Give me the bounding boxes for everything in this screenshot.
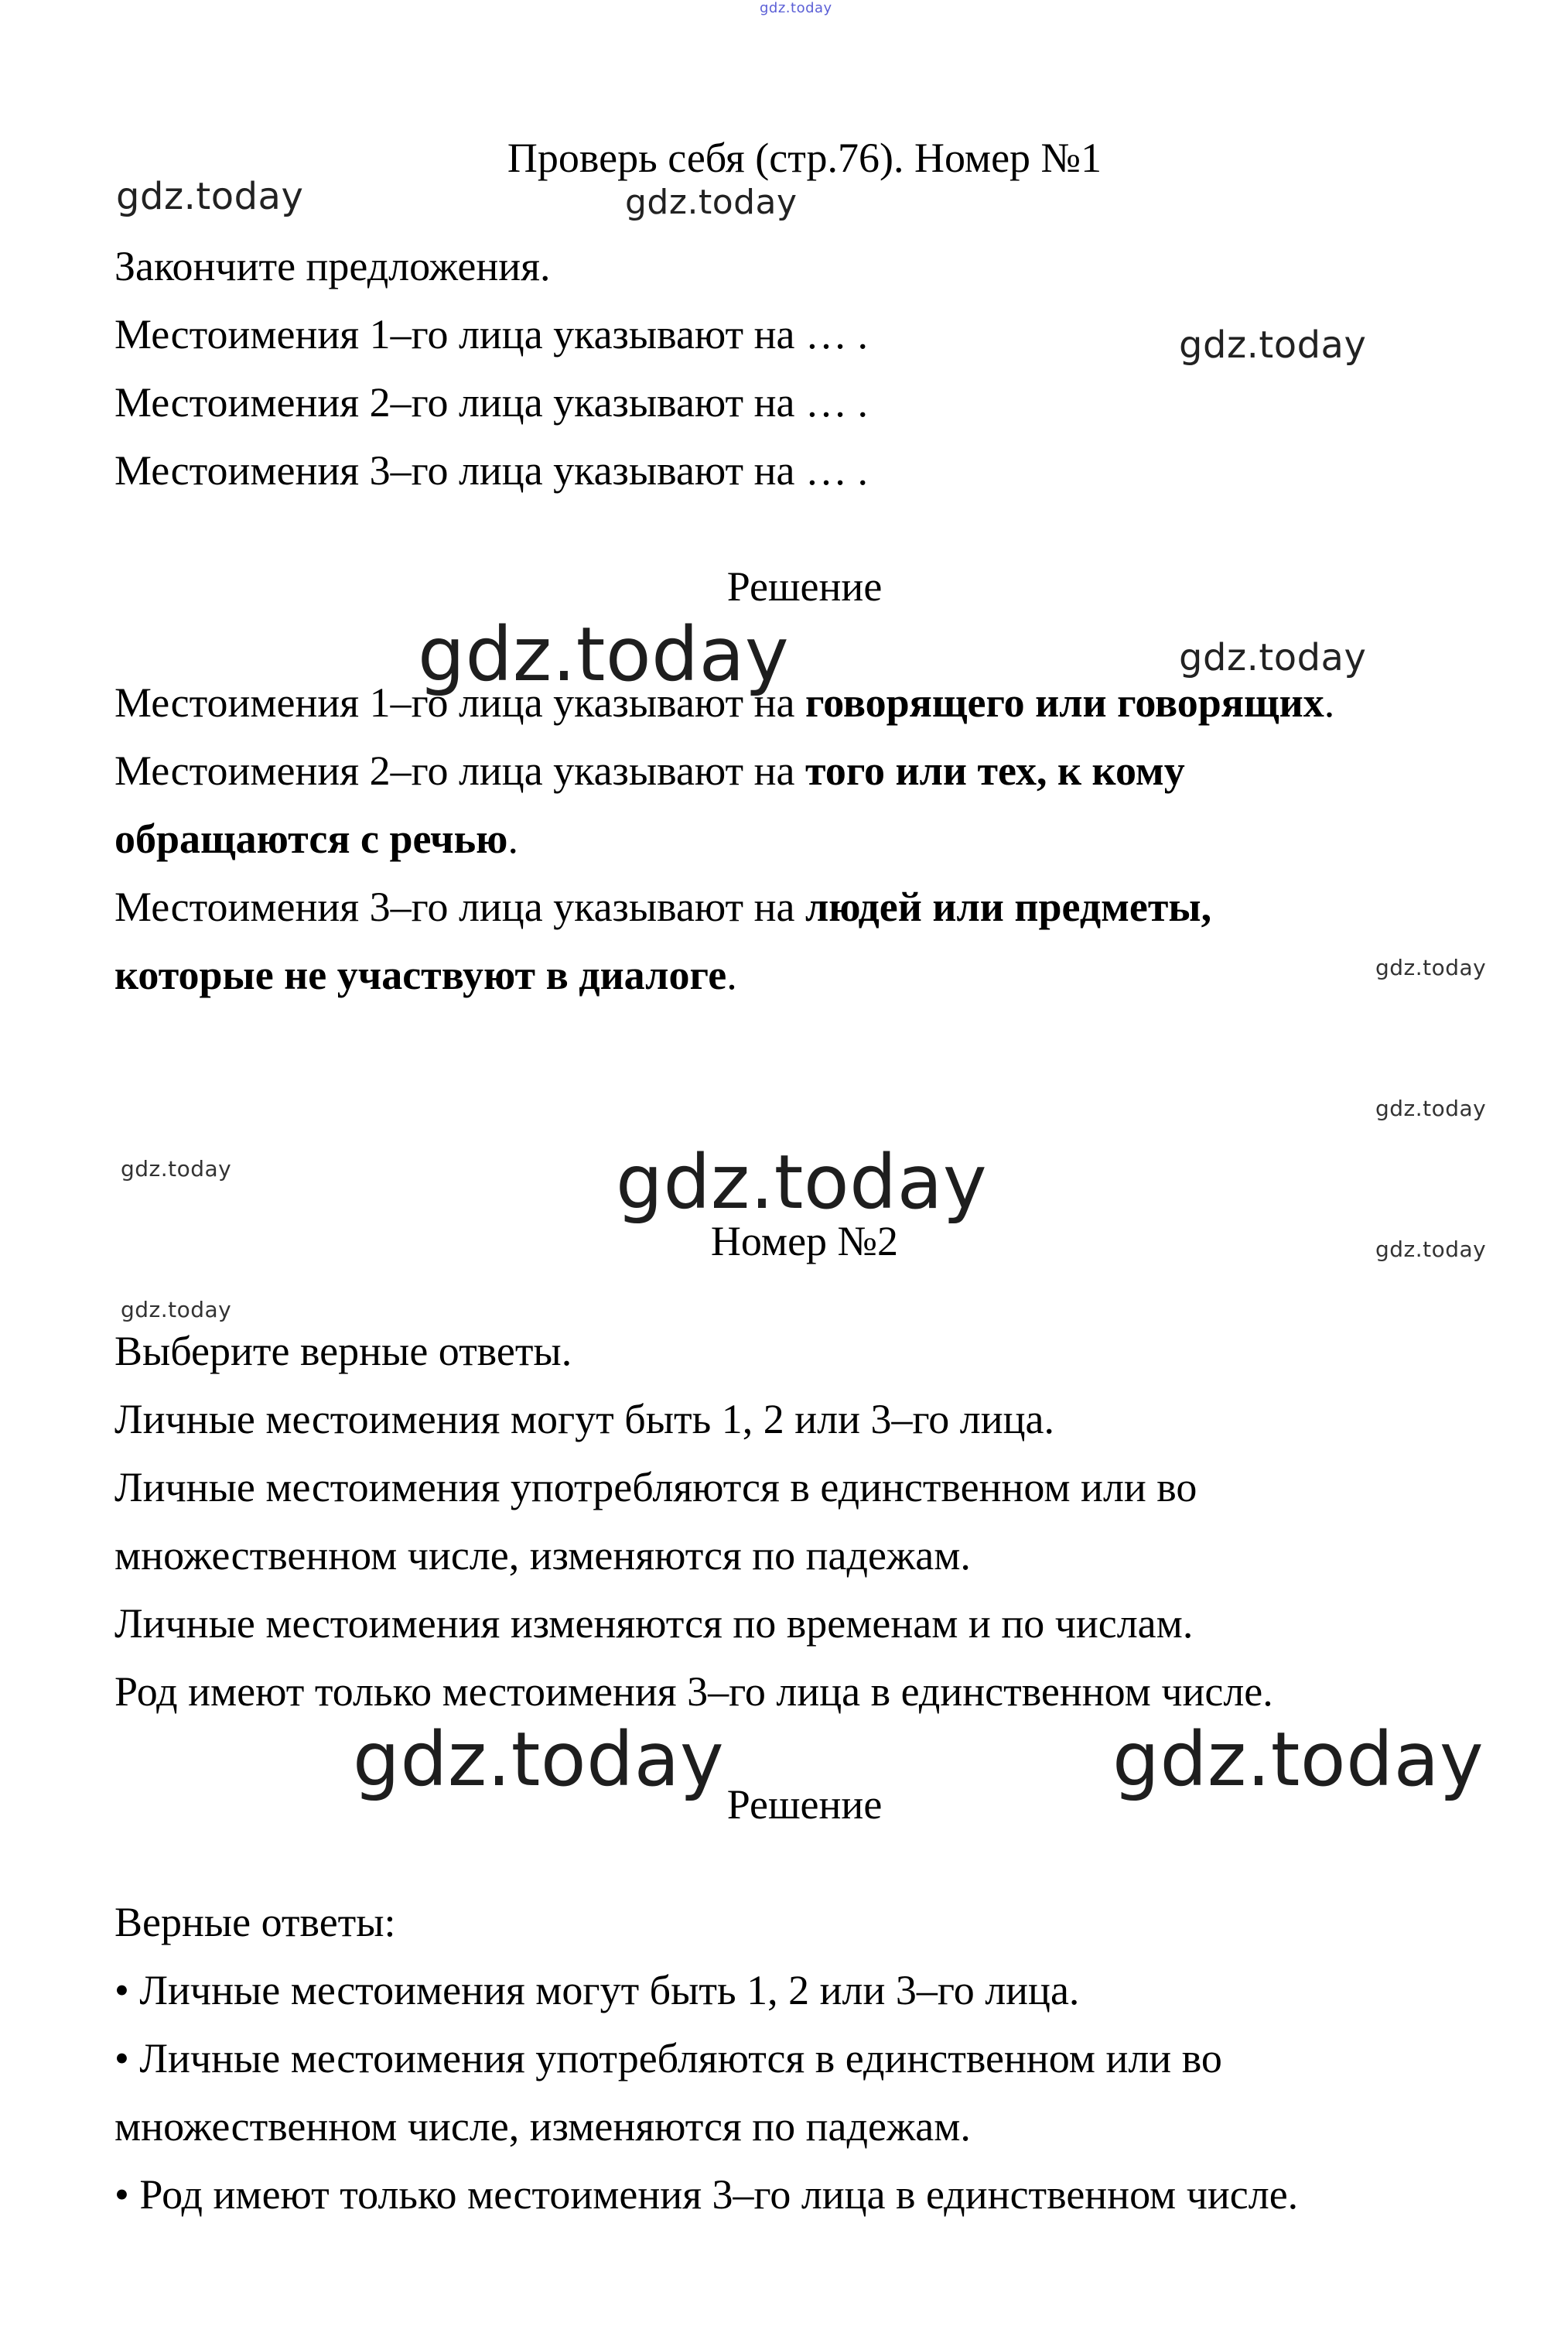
section2-option-2-cont: множественном числе, изменяются по падежам. [114, 1532, 971, 1579]
answer-3-bold-line1: людей или предметы, [805, 884, 1212, 930]
section1-solution-heading: Решение [726, 563, 883, 610]
section2-solution-heading: Решение [726, 1781, 883, 1828]
section1-answer-2-line2: обращаются с речью. [114, 816, 518, 862]
watermark: gdz.today [1375, 1237, 1487, 1262]
watermark: gdz.today [1375, 955, 1487, 980]
answer-2-bold-line2: обращаются с речью [114, 816, 508, 862]
section1-prompt-3: Местоимения 3–го лица указывают на … . [114, 447, 869, 494]
watermark: gdz.today [616, 1139, 988, 1226]
watermark-top: gdz.today [760, 0, 832, 16]
section2-answer-2-cont: множественном числе, изменяются по падежам. [114, 2103, 971, 2150]
section2-answer-2: • Личные местоимения употребляются в единственном или во [114, 2035, 1222, 2081]
answer-2-bold-line1: того или тех, к кому [805, 747, 1185, 794]
watermark: gdz.today [121, 1297, 232, 1322]
section2-option-2: Личные местоимения употребляются в единственном или во [114, 1464, 1197, 1510]
section1-answer-3-line1: Местоимения 3–го лица указывают на людей или предметы, [114, 884, 1212, 930]
section2-answer-3: • Род имеют только местоимения 3–го лица в единственном числе. [114, 2171, 1299, 2218]
watermark: gdz.today [1112, 1716, 1484, 1803]
watermark: gdz.today [353, 1716, 725, 1803]
section1-title: Проверь себя (стр.76). Номер №1 [507, 135, 1102, 181]
answer-3-bold-line2: которые не участвуют в диалоге [114, 952, 727, 998]
section2-task: Выберите верные ответы. [114, 1328, 572, 1374]
section1-prompt-1: Местоимения 1–го лица указывают на … . [114, 311, 869, 357]
section1-answer-2-line1: Местоимения 2–го лица указывают на того или тех, к кому [114, 747, 1185, 794]
section1-answer-3-line2: которые не участвуют в диалоге. [114, 952, 737, 998]
section1-prompt-2: Местоимения 2–го лица указывают на … . [114, 379, 869, 426]
answer-1-bold: говорящего или говорящих [805, 679, 1324, 726]
watermark: gdz.today [1179, 636, 1367, 679]
watermark: gdz.today [418, 611, 790, 698]
watermark: gdz.today [625, 183, 798, 222]
section2-answers-heading: Верные ответы: [114, 1899, 396, 1945]
watermark: gdz.today [121, 1156, 232, 1182]
section1-task: Закончите предложения. [114, 243, 551, 289]
section2-title: Номер №2 [710, 1218, 899, 1264]
section1-answer-1: Местоимения 1–го лица указывают на говорящего или говорящих. [114, 679, 1335, 726]
section2-answer-1: • Личные местоимения могут быть 1, 2 или 3–го лица. [114, 1967, 1080, 2013]
section2-option-1: Личные местоимения могут быть 1, 2 или 3–го лица. [114, 1396, 1054, 1442]
watermark: gdz.today [116, 175, 304, 218]
watermark: gdz.today [1375, 1096, 1487, 1121]
section2-option-3: Личные местоимения изменяются по временам и по числам. [114, 1600, 1194, 1647]
watermark: gdz.today [1179, 323, 1367, 367]
section2-option-4: Род имеют только местоимения 3–го лица в единственном числе. [114, 1668, 1273, 1715]
